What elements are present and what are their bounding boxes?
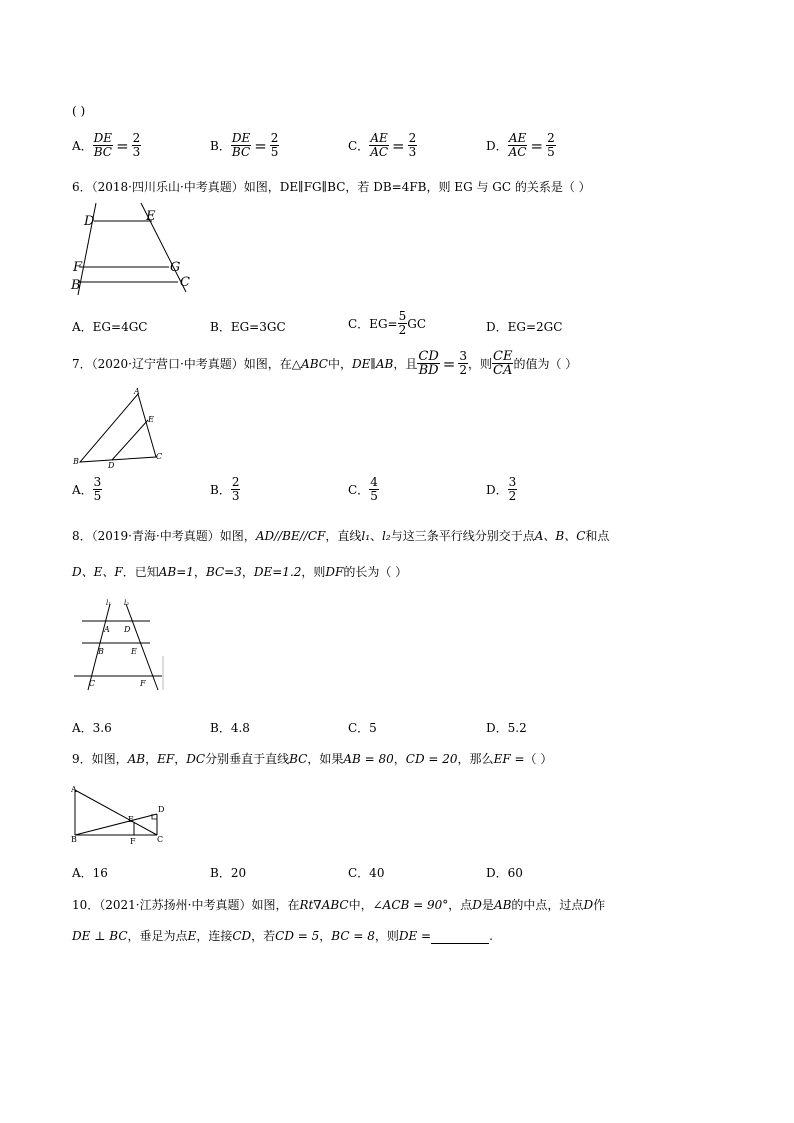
q6-option-d[interactable]: D．EG=2GC <box>486 320 563 334</box>
q8-option-b[interactable]: B．4.8 <box>210 721 250 735</box>
q5-option-a[interactable]: A． $\frac{DE}{BC}$ = $\frac{2}{3}$ <box>72 131 141 159</box>
q7-option-b[interactable]: B． $\frac{2}{3}$ <box>210 475 240 503</box>
q9-stem: 9．如图，AB，EF，DC分别垂直于直线BC，如果AB = 80，CD = 20，那么EF =（ ） <box>72 752 553 766</box>
fraction-value: $\frac{2}{3}$ <box>132 131 141 159</box>
q9-label-e: E <box>128 815 134 824</box>
q7-label-d: D <box>108 461 115 470</box>
q7-stem: 7．（2020·辽宁营口·中考真题）如图，在△ ABC 中， DE∥AB ，且 $\frac{CD}{BD}$ = $\frac{3}{2}$ ，则 $\frac{CE}{CA}$ 的值为（ ） <box>72 349 578 378</box>
q6-label-f: F <box>73 260 83 275</box>
fraction: $\frac{DE}{BC}$ <box>93 131 113 159</box>
q7-label-a: A <box>134 388 140 396</box>
q9-label-b: B <box>71 835 77 844</box>
q7-label-e: E <box>148 415 154 424</box>
q6-label-b: B <box>71 278 81 293</box>
q8-label-e: E <box>131 647 137 656</box>
fraction: $\frac{AE}{AC}$ <box>508 131 527 159</box>
q7-label-c: C <box>156 452 163 461</box>
fraction: $\frac{5}{2}$ <box>398 309 407 337</box>
q7-option-a[interactable]: A． $\frac{3}{5}$ <box>72 475 102 503</box>
q7-figure <box>70 388 170 470</box>
q9-option-d[interactable]: D．60 <box>486 866 523 880</box>
q8-option-c[interactable]: C．5 <box>348 721 377 735</box>
q6-figure <box>66 200 196 300</box>
q7-triangle-abc <box>80 394 156 462</box>
fraction: $\frac{3}{5}$ <box>93 475 102 503</box>
fraction-value: $\frac{2}{5}$ <box>270 131 279 159</box>
q5-option-d[interactable]: D． $\frac{AE}{AC}$ = $\frac{2}{5}$ <box>486 131 555 159</box>
q8-label-b: B <box>98 647 104 656</box>
q10-stem-line2: DE ⊥ BC，垂足为点E，连接CD，若CD = 5，BC = 8，则DE = . <box>72 929 493 943</box>
q6-label-c: C <box>180 275 190 290</box>
q9-segment-bd <box>75 814 157 835</box>
q9-label-a: A <box>71 785 77 794</box>
q8-figure <box>70 596 170 694</box>
fraction: $\frac{4}{5}$ <box>370 475 378 503</box>
fraction: $\frac{3}{2}$ <box>459 349 467 377</box>
q7-label-b: B <box>73 457 79 466</box>
q5-option-b[interactable]: B． $\frac{DE}{BC}$ = $\frac{2}{5}$ <box>210 131 279 159</box>
fraction: $\frac{AE}{AC}$ <box>370 131 389 159</box>
q8-label-c: C <box>89 679 96 688</box>
q6-label-d: D <box>84 214 95 229</box>
q8-label-f: F <box>140 679 146 688</box>
q9-option-a[interactable]: A．16 <box>72 866 108 880</box>
q8-stem-line1: 8．（2019·青海·中考真题）如图，AD//BE//CF，直线l₁、l₂与这三条平行线分别交于点A、B、C和点 <box>72 529 610 543</box>
q6-label-g: G <box>170 260 181 275</box>
q10-stem-line1: 10．（2021·江苏扬州·中考真题）如图，在Rt∇ABC中，∠ACB = 90°，点D是AB的中点，过点D作 <box>72 898 606 912</box>
fraction-value: $\frac{2}{5}$ <box>547 131 555 159</box>
q9-segment-ac <box>75 790 157 835</box>
q8-label-l1: l₁ <box>106 599 112 607</box>
fraction: $\frac{2}{3}$ <box>231 475 240 503</box>
q8-label-l2: l₂ <box>124 599 130 607</box>
q9-option-c[interactable]: C．40 <box>348 866 385 880</box>
q7-option-c[interactable]: C． $\frac{4}{5}$ <box>348 475 378 503</box>
q9-figure <box>68 784 172 846</box>
q8-option-a[interactable]: A．3.6 <box>72 721 112 735</box>
fraction: $\frac{3}{2}$ <box>508 475 517 503</box>
q6-stem: 6．（2018·四川乐山·中考真题）如图，DE∥FG∥BC，若 DB=4FB，则 EG 与 GC 的关系是（ ） <box>72 180 591 194</box>
q9-label-c: C <box>157 835 164 844</box>
q6-option-b[interactable]: B．EG=3GC <box>210 320 286 334</box>
fraction: $\frac{CE}{CA}$ <box>493 349 513 378</box>
q8-label-a: A <box>104 625 110 634</box>
fraction: $\frac{DE}{BC}$ <box>231 131 251 159</box>
q5-option-c[interactable]: C． $\frac{AE}{AC}$ = $\frac{2}{3}$ <box>348 131 417 159</box>
q8-stem-line2: D、E、F．已知AB=1，BC=3，DE=1.2，则DF的长为（ ） <box>72 565 408 579</box>
q8-option-d[interactable]: D．5.2 <box>486 721 527 735</box>
fraction-value: $\frac{2}{3}$ <box>408 131 417 159</box>
q7-option-d[interactable]: D． $\frac{3}{2}$ <box>486 475 517 503</box>
option-label: A． <box>72 139 93 153</box>
q7-segment-de <box>112 420 148 460</box>
q6-option-a[interactable]: A．EG=4GC <box>72 320 148 334</box>
q9-option-b[interactable]: B．20 <box>210 866 247 880</box>
fraction: $\frac{CD}{BD}$ <box>418 349 439 378</box>
q5-paren: ( ) <box>72 104 86 118</box>
q9-label-d: D <box>158 805 165 814</box>
q6-label-e: E <box>146 209 156 224</box>
q8-label-d: D <box>124 625 131 634</box>
q10-answer-blank[interactable] <box>431 931 489 944</box>
q9-label-f: F <box>130 837 136 846</box>
q6-option-c[interactable]: C．EG= $\frac{5}{2}$ GC <box>348 309 427 337</box>
